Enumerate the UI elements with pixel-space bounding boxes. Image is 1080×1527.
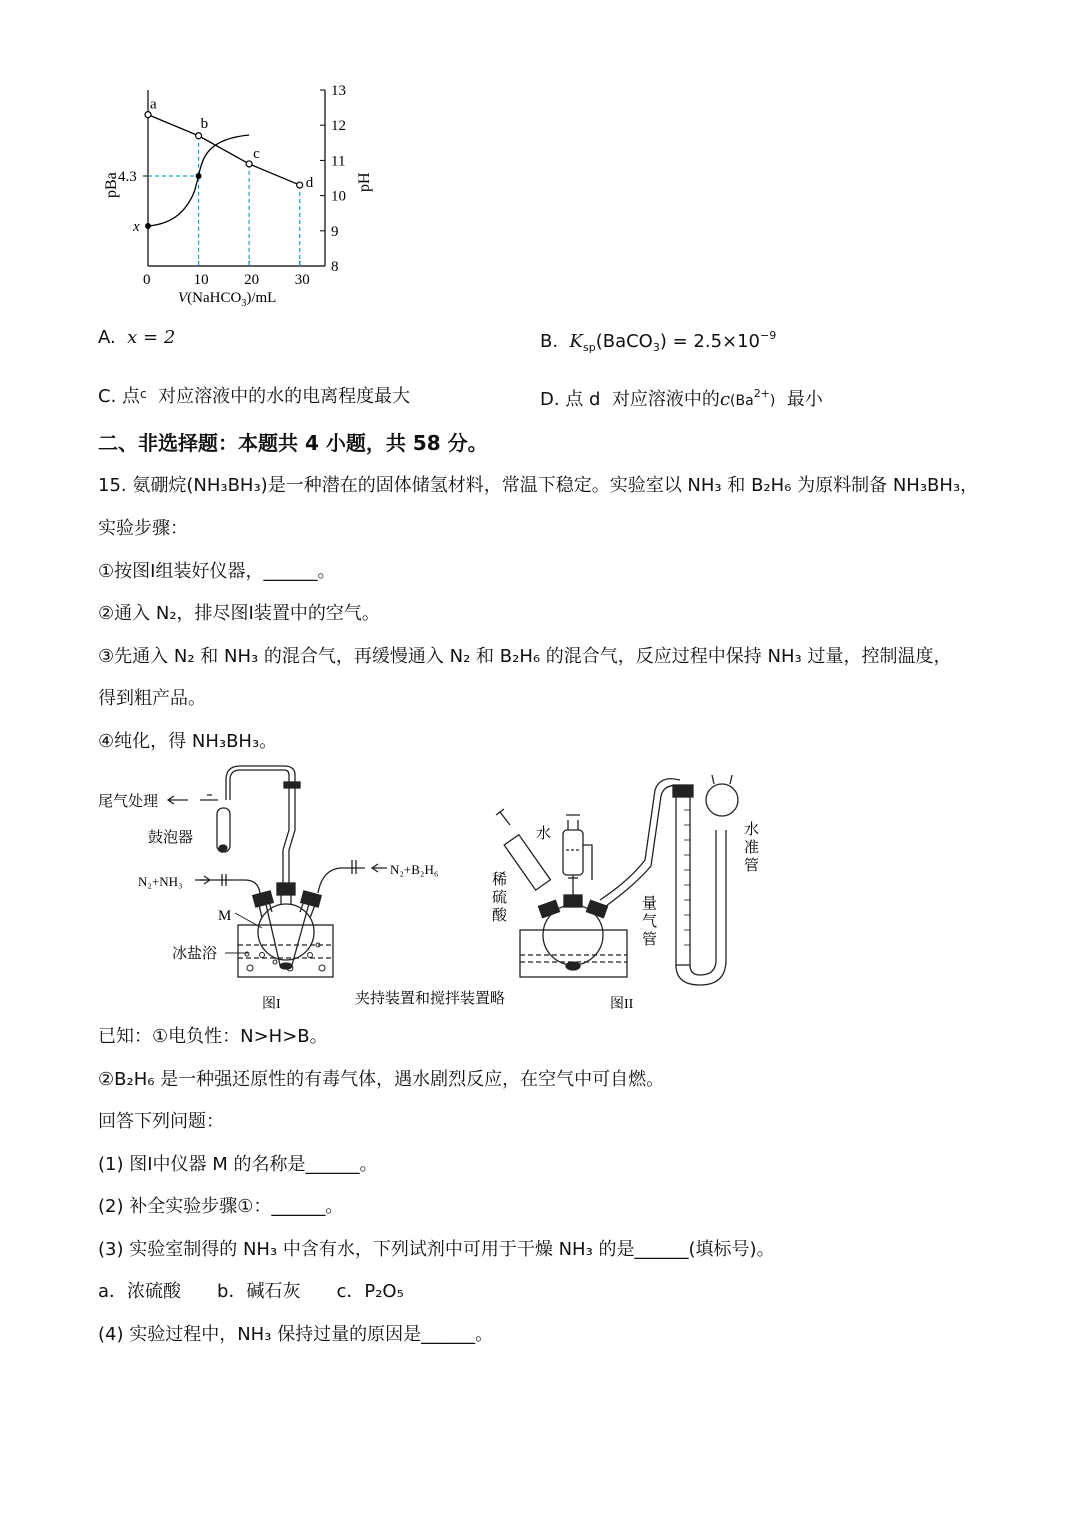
option-b-sub: sp	[582, 341, 596, 354]
m-label: M	[218, 908, 232, 924]
q15-intro: 15. 氨硼烷(NH₃BH₃)是一种潜在的固体储氢材料，常温下稳定。实验室以 NH₃ 和 B₂H₆ 为原料制备 NH₃BH₃，	[98, 475, 979, 496]
n2-nh3-label: N₂+NH₃	[138, 874, 183, 889]
right-axis-label: pH	[356, 172, 373, 192]
right-tick-label: 10	[331, 188, 346, 205]
left-tick-label-x: x	[133, 219, 140, 235]
ph-point-label-c: c	[253, 145, 260, 162]
q15-step2: ②通入 N₂，排尽图Ⅰ装置中的空气。	[98, 603, 380, 624]
option-b-k: K	[569, 331, 583, 352]
tail-gas-label: 尾气处理	[98, 794, 159, 810]
svg-text:稀硫酸: 稀硫酸	[492, 872, 508, 924]
option-b-soda-lime: b．碱石灰	[217, 1281, 301, 1302]
water-label: 水	[536, 826, 552, 842]
option-b-rest: ) = 2.5×10	[659, 331, 761, 352]
pba-point-4.3	[196, 173, 202, 179]
right-tick-label: 8	[331, 259, 339, 275]
x-tick-label: 20	[244, 272, 260, 288]
known-2: ②B₂H₆ 是一种强还原性的有毒气体，遇水剧烈反应，在空气中可自燃。	[98, 1069, 665, 1090]
x-tick-label: 10	[193, 272, 209, 288]
ph-point-c	[246, 161, 252, 167]
ph-point-d	[297, 182, 303, 188]
q15-step3a: ③先通入 N₂ 和 NH₃ 的混合气，再缓慢通入 N₂ 和 B₂H₆ 的混合气，反应过程中保持 NH₃ 过量，控制温度，	[98, 646, 952, 667]
option-d	[540, 382, 823, 413]
option-b	[540, 324, 776, 360]
bubbler-label: 鼓泡器	[148, 830, 194, 846]
option-b-sub3: 3	[652, 341, 660, 354]
ph-series-line	[148, 115, 300, 185]
answer-label: 回答下列问题：	[98, 1111, 224, 1132]
option-a-text: x = 2	[127, 327, 176, 348]
right-tick-label: 9	[331, 223, 339, 240]
option-a-sulfuric: a．浓硫酸	[98, 1281, 182, 1302]
option-c-text2: 对应溶液中的水的电离程度最大	[158, 386, 411, 407]
q15-step3b: 得到粗产品。	[98, 688, 206, 709]
option-b-formula: (BaCO	[595, 331, 653, 352]
clamp-note: 夹持装置和搅拌装置略	[355, 991, 506, 1007]
ph-point-label-a: a	[150, 96, 157, 113]
ph-point-b	[196, 133, 202, 139]
ph-point-label-b: b	[200, 115, 209, 132]
right-tick-label: 13	[331, 83, 346, 99]
left-axis-label: pBa	[103, 172, 120, 198]
option-d-close: )	[769, 393, 776, 409]
gas-measuring-tube	[676, 795, 690, 965]
ice-bath-label: 冰盐浴	[172, 946, 218, 962]
dropping-funnel	[563, 830, 583, 875]
syringe	[504, 835, 550, 890]
leveling-bulb	[706, 784, 738, 816]
n2-b2h6-label: N₂+B₂H₆	[390, 862, 439, 877]
x-axis-title: V(NaHCO$_3$)/mL	[178, 290, 277, 309]
option-a	[98, 326, 175, 350]
section-heading: 二、非选择题：本题共 4 小题，共 58 分。	[98, 431, 488, 455]
pba-ph-chart	[95, 80, 395, 310]
sub-question-1: (1) 图Ⅰ中仪器 M 的名称是______。	[98, 1154, 378, 1175]
left-tick-label-4.3: 4.3	[118, 169, 137, 185]
apparatus-figure	[90, 762, 790, 1017]
known-1: 已知：①电负性：N>H>B。	[98, 1026, 328, 1047]
sub-question-3: (3) 实验室制得的 NH₃ 中含有水，下列试剂中可用于干燥 NH₃ 的是______(填标号)。	[98, 1239, 775, 1260]
option-a-letter: A.	[98, 327, 116, 348]
q15-step4: ④纯化，得 NH₃BH₃。	[98, 731, 278, 752]
three-neck-flask-m	[258, 904, 314, 960]
svg-text:量气管: 量气管	[642, 896, 658, 948]
option-d-text2: 对应溶液中的	[611, 389, 720, 410]
q15-steps-label: 实验步骤：	[98, 518, 188, 539]
level-tube-label	[744, 821, 759, 874]
q15-step1: ①按图Ⅰ组装好仪器，______。	[98, 561, 336, 582]
fig2-label: 图II	[610, 997, 634, 1012]
option-d-text3: 最小	[786, 389, 823, 410]
dilute-acid-label	[492, 871, 508, 924]
option-b-exp: −9	[760, 329, 777, 342]
option-c-text1: C. 点	[98, 386, 141, 407]
ph-point-label-d: d	[305, 175, 314, 192]
x-tick-label: 0	[143, 272, 151, 288]
option-d-ion: (Ba	[730, 393, 754, 409]
option-d-point: d	[589, 389, 601, 410]
right-tick-label: 11	[331, 153, 346, 170]
right-tick-label: 12	[331, 118, 346, 135]
option-c-point: c	[140, 387, 147, 401]
sub-question-3-options	[98, 1280, 404, 1304]
option-d-c: c	[719, 389, 731, 410]
svg-text:水准管: 水准管	[744, 822, 760, 874]
option-c	[98, 382, 410, 409]
gas-tube-label	[642, 895, 657, 948]
fig1-label: 图I	[262, 997, 281, 1012]
option-d-text1: D. 点	[540, 389, 584, 410]
option-b-letter: B.	[540, 331, 559, 352]
pba-point-x	[145, 223, 151, 229]
option-c-p2o5: c．P₂O₅	[336, 1281, 404, 1302]
sub-question-2: (2) 补全实验步骤①：______。	[98, 1196, 344, 1217]
option-d-charge: 2+	[753, 387, 770, 400]
x-tick-label: 30	[294, 272, 310, 288]
sub-question-4: (4) 实验过程中，NH₃ 保持过量的原因是______。	[98, 1324, 494, 1345]
